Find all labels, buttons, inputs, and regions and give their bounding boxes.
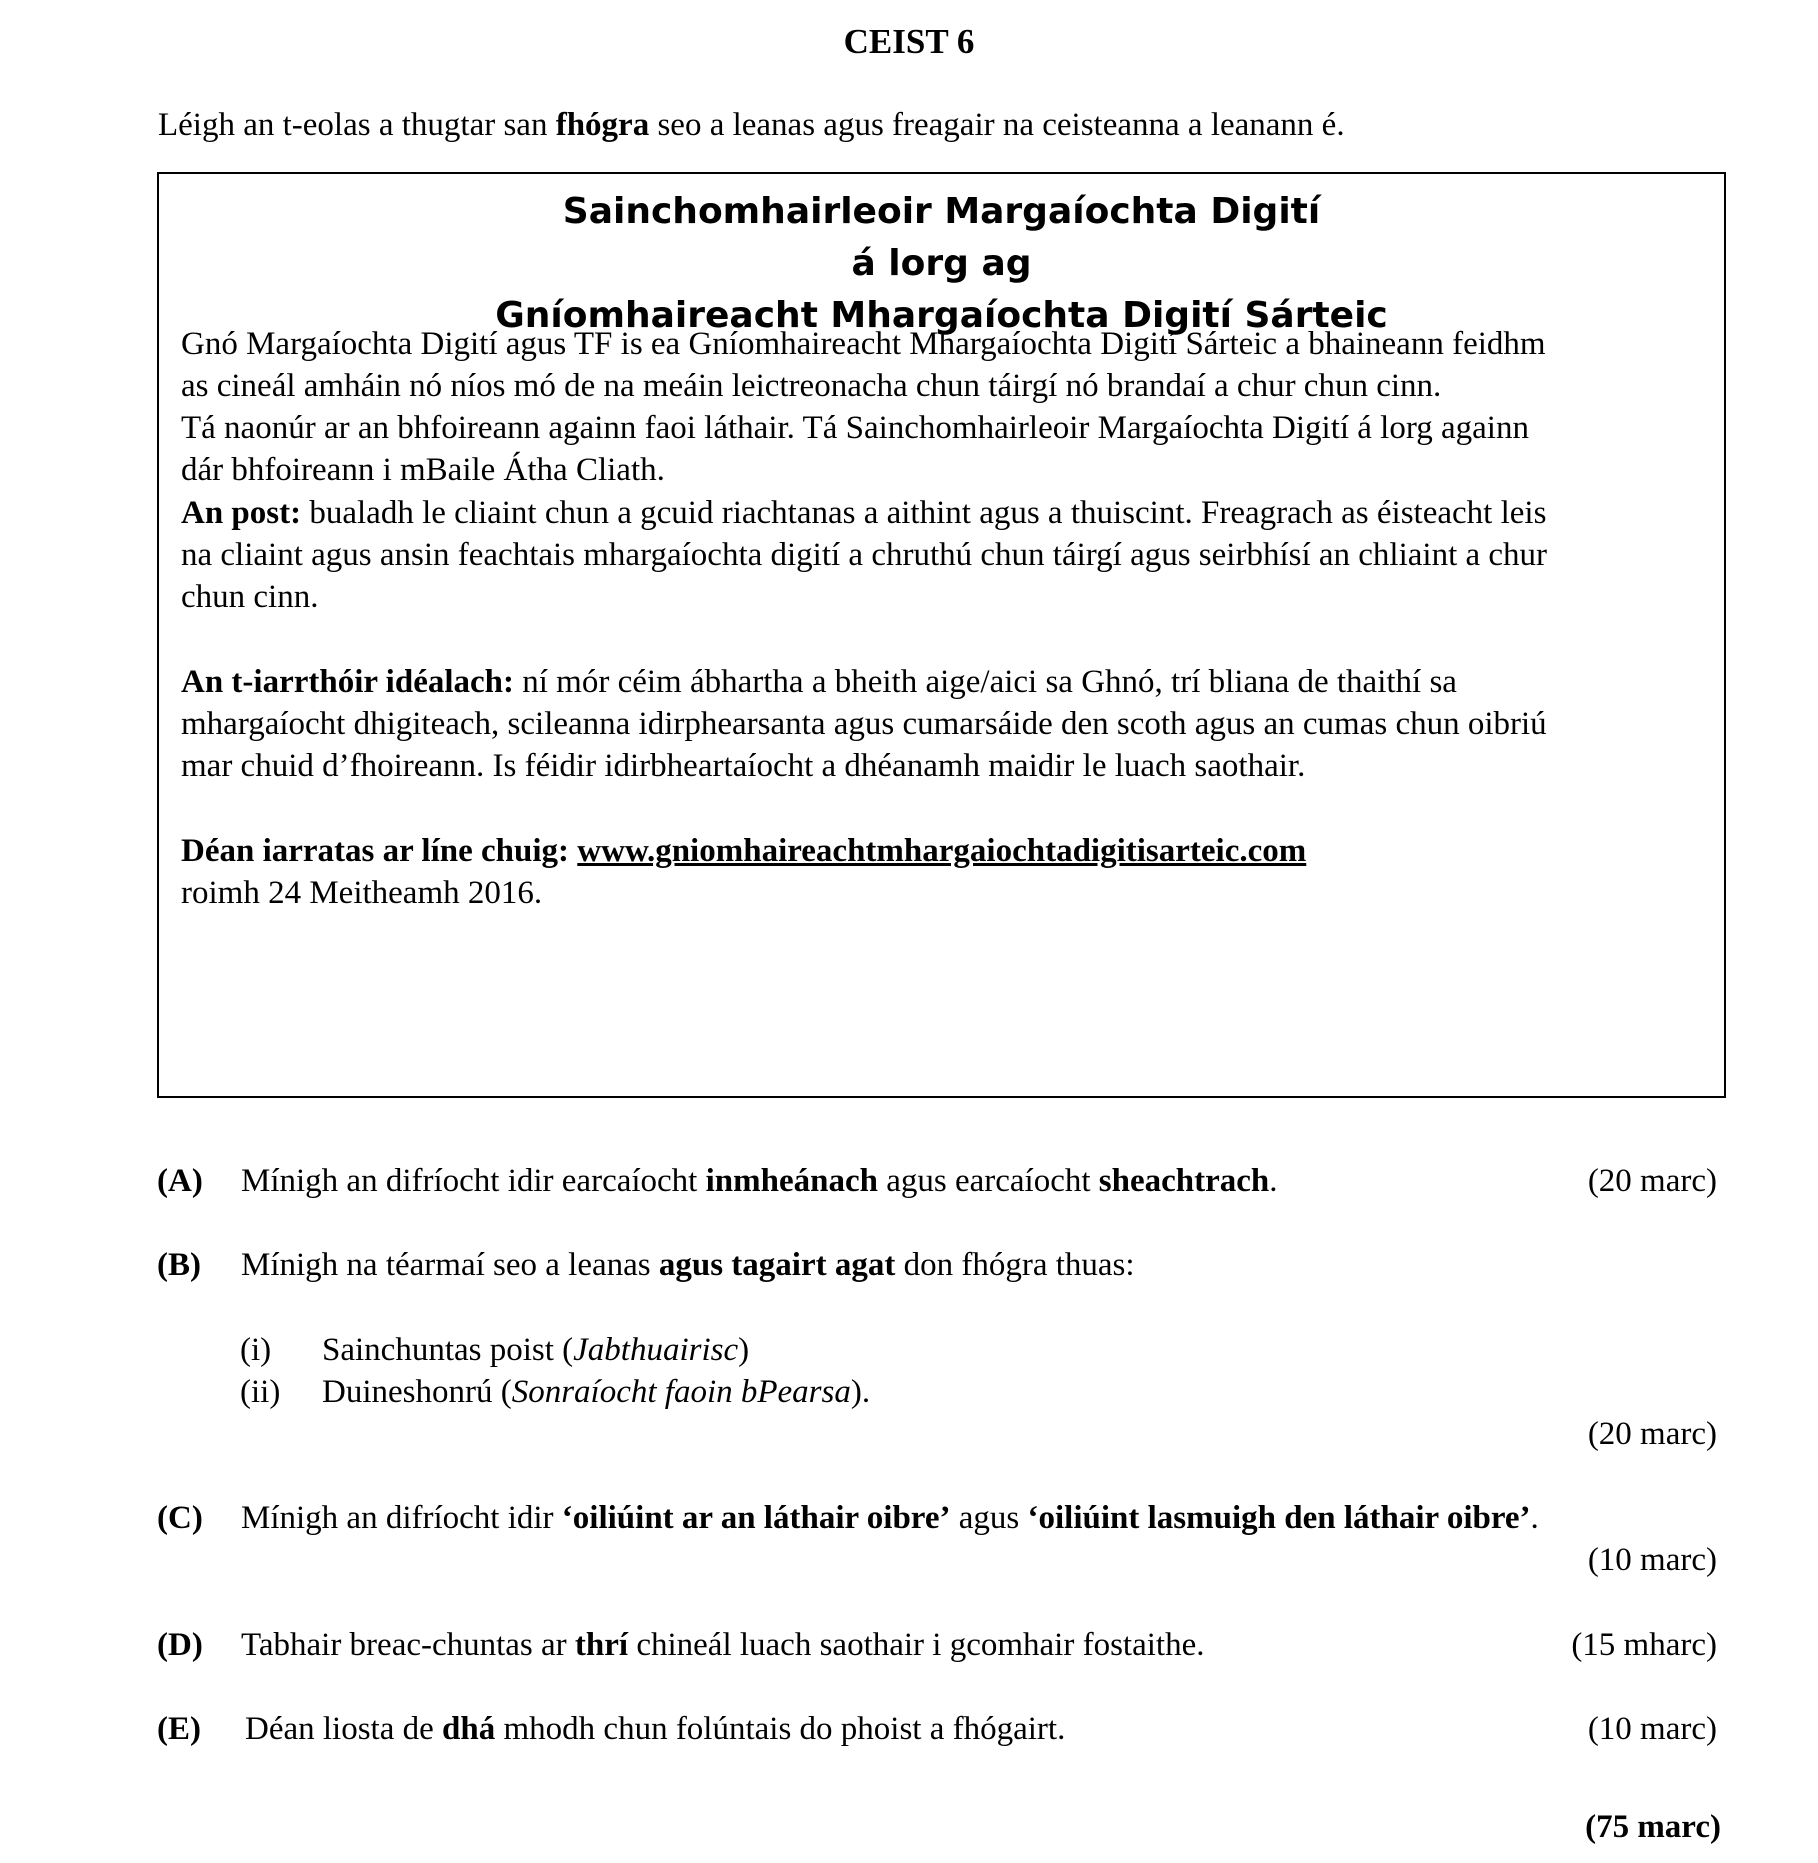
advert-line (181, 661, 1721, 703)
advert-line: dár bhfoireann i mBaile Átha Cliath. (181, 452, 665, 488)
application-deadline: roimh 24 Meitheamh 2016. (181, 875, 543, 911)
post-label: An post: (181, 495, 302, 531)
question-text-part: Mínigh na téarmaí seo a leanas (241, 1247, 659, 1283)
job-advert-box (157, 172, 1726, 1098)
advert-apply-section (181, 830, 1721, 914)
question-text-part: don fhógra thuas: (895, 1247, 1135, 1283)
question-text-bold: ‘oiliúint ar an láthair oibre’ (561, 1500, 951, 1536)
instructions-text-end: seo a leanas agus freagair na ceisteanna a leanann é. (649, 107, 1345, 143)
sub-question-italic: Sonraíocht faoin bPearsa (511, 1374, 851, 1410)
instructions-text: Léigh an t-eolas a thugtar san (158, 107, 556, 143)
sub-question-text-part: ) (738, 1332, 750, 1368)
question-text-bold: inmheánach (705, 1163, 878, 1199)
question-marks: (20 marc) (1587, 1416, 1717, 1452)
question-title: CEIST 6 (843, 22, 975, 61)
question-marks: (20 marc) (1587, 1163, 1717, 1199)
question-marks: (10 marc) (1587, 1542, 1717, 1578)
question-label: (D) (157, 1627, 203, 1663)
instructions (158, 102, 1345, 148)
sub-question-text (322, 1329, 749, 1371)
question-text-bold: thrí (574, 1627, 629, 1663)
question-marks: (10 marc) (1587, 1711, 1717, 1747)
advert-line: chun cinn. (181, 579, 319, 615)
advert-line: as cineál amháin nó níos mó de na meáin leictreonacha chun táirgí nó brandaí a chur chun cinn. (181, 368, 1442, 404)
question-text-part: . (1269, 1163, 1278, 1199)
advert-line (181, 492, 1721, 534)
total-marks: (75 marc) (1585, 1809, 1721, 1845)
advert-line-text: bualadh le cliaint chun a gcuid riachtanas a aithint agus a thuiscint. Freagrach as éisteacht leis (301, 495, 1547, 531)
question-text (241, 1624, 1204, 1666)
advert-candidate-description (181, 661, 1721, 787)
question-text-bold: dhá (442, 1711, 496, 1747)
candidate-label: An t-iarrthóir idéalach: (181, 664, 515, 700)
sub-question-text (322, 1371, 870, 1413)
question-text-part: mhodh chun folúntais do phoist a fhógairt. (495, 1711, 1066, 1747)
question-marks: (15 mharc) (1571, 1627, 1717, 1663)
question-label: (E) (157, 1711, 201, 1747)
advert-line: mhargaíocht dhigiteach, scileanna idirphearsanta agus cumarsáide den scoth agus an cumas chun oibriú (181, 706, 1547, 742)
question-text-bold: agus tagairt agat (658, 1247, 896, 1283)
advert-line: Tá naonúr ar an bhfoireann againn faoi láthair. Tá Sainchomhairleoir Margaíochta Digití á lorg againn (181, 410, 1529, 446)
sub-question-text-part: ). (850, 1374, 871, 1410)
advert-post-description (181, 492, 1721, 618)
advert-heading-line: Sainchomhairleoir Margaíochta Digití (562, 191, 1321, 232)
advert-heading-line: Gníomhaireacht Mhargaíochta Digití Sárteic (495, 295, 1388, 336)
question-text (245, 1708, 1065, 1750)
sub-question-text-part: Duineshonrú ( (322, 1374, 512, 1410)
sub-question-label: (ii) (240, 1374, 281, 1410)
question-label: (A) (157, 1163, 203, 1199)
question-text-part: Tabhair breac-chuntas ar (241, 1627, 575, 1663)
apply-website-link[interactable]: www.gniomhaireachtmhargaiochtadigitisarteic.com (577, 833, 1307, 869)
advert-heading-line: á lorg ag (851, 243, 1032, 284)
question-text-part: . (1530, 1500, 1539, 1536)
sub-question-italic: Jabthuairisc (573, 1332, 739, 1368)
question-text-part: chineál luach saothair i gcomhair fostaithe. (628, 1627, 1205, 1663)
instructions-bold-word: fhógra (555, 107, 650, 143)
sub-question-label: (i) (240, 1332, 272, 1368)
advert-line (181, 830, 1721, 872)
question-text-bold: ‘oiliúint lasmuigh den láthair oibre’ (1027, 1500, 1531, 1536)
advert-line-text: ní mór céim ábhartha a bheith aige/aici sa Ghnó, trí bliana de thaithí sa (514, 664, 1457, 700)
advert-line: na cliaint agus ansin feachtais mhargaíochta digití a chruthú chun táirgí agus seirbhísí an chliaint a chur (181, 537, 1548, 573)
question-label: (B) (157, 1247, 201, 1283)
question-text-part: Mínigh an difríocht idir (241, 1500, 562, 1536)
advert-line: mar chuid d’fhoireann. Is féidir idirbheartaíocht a dhéanamh maidir le luach saothair. (181, 748, 1306, 784)
question-text-bold: sheachtrach (1098, 1163, 1270, 1199)
apply-label: Déan iarratas ar líne chuig: (181, 833, 578, 869)
question-text-part: Déan liosta de (245, 1711, 443, 1747)
advert-company-description (181, 323, 1721, 491)
question-text-part: agus (950, 1500, 1028, 1536)
sub-question-text-part: Sainchuntas poist ( (322, 1332, 574, 1368)
question-text (241, 1497, 1539, 1539)
question-label: (C) (157, 1500, 203, 1536)
advert-heading (159, 186, 1724, 342)
question-text-part: Mínigh an difríocht idir earcaíocht (241, 1163, 706, 1199)
question-text (241, 1160, 1278, 1202)
question-text-part: agus earcaíocht (877, 1163, 1099, 1199)
advert-line: Gnó Margaíochta Digití agus TF is ea Gníomhaireacht Mhargaíochta Digití Sárteic a bhaineann feidhm (181, 326, 1546, 362)
question-text (241, 1244, 1135, 1286)
